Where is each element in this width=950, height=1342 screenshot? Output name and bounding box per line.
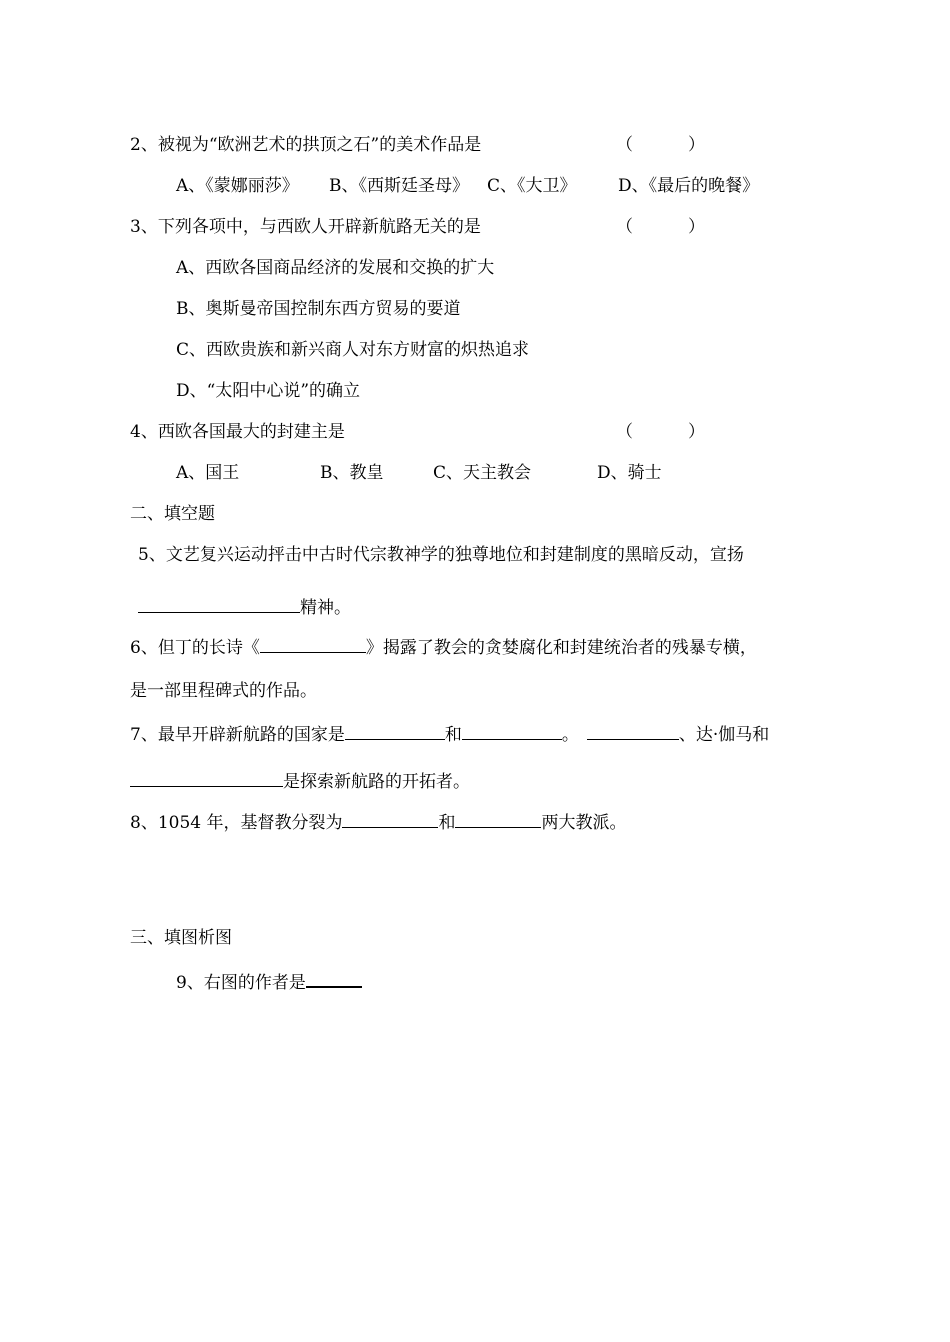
q5-line-1: 5、文艺复兴运动抨击中古时代宗教神学的独尊地位和封建制度的黑暗反动，宣扬 bbox=[138, 545, 744, 565]
q7-answer-blank-4[interactable] bbox=[130, 768, 283, 787]
q7-line-2 bbox=[130, 768, 470, 793]
q3-stem: 3、下列各项中，与西欧人开辟新航路无关的是 bbox=[130, 217, 481, 237]
q2-paren-open: （ bbox=[616, 135, 633, 155]
q7-line-1-period: 。 bbox=[561, 725, 579, 745]
q9-line bbox=[176, 968, 362, 994]
q4-option-c: C、天主教会 bbox=[433, 463, 532, 483]
q6-line-1-head: 6、但丁的长诗《 bbox=[130, 638, 260, 658]
q7-answer-blank-3[interactable] bbox=[587, 721, 679, 740]
q5-answer-blank[interactable] bbox=[138, 594, 300, 613]
q7-line-2-tail: 是探索新航路的开拓者。 bbox=[283, 772, 470, 792]
q7-line-1-head: 7、最早开辟新航路的国家是 bbox=[130, 725, 345, 745]
q2-option-b: B、《西斯廷圣母》 bbox=[329, 176, 469, 196]
q3-option-b: B、奥斯曼帝国控制东西方贸易的要道 bbox=[176, 299, 461, 319]
q2-option-a: A、《蒙娜丽莎》 bbox=[176, 176, 299, 196]
q2-option-d: D、《最后的晚餐》 bbox=[618, 176, 760, 196]
q2-stem: 2、被视为“欧洲艺术的拱顶之石”的美术作品是 bbox=[130, 135, 482, 155]
q3-paren-open: （ bbox=[616, 217, 633, 237]
q7-line-1-and: 和 bbox=[444, 725, 462, 745]
q4-option-a: A、国王 bbox=[176, 463, 240, 483]
q6-line-1 bbox=[130, 634, 757, 659]
q8-answer-blank-1[interactable] bbox=[342, 809, 438, 828]
q4-option-b: B、教皇 bbox=[320, 463, 384, 483]
q8-head: 8、1054 年，基督教分裂为 bbox=[130, 813, 343, 833]
q7-line-1 bbox=[130, 721, 769, 746]
q8-tail: 两大教派。 bbox=[541, 813, 627, 833]
section-2-title: 二、填空题 bbox=[130, 504, 215, 524]
q5-line-2 bbox=[138, 594, 351, 619]
q6-line-1-tail: 》揭露了教会的贪婪腐化和封建统治者的残暴专横， bbox=[365, 638, 757, 658]
q2-option-c: C、《大卫》 bbox=[487, 176, 577, 196]
q2-paren-close: ） bbox=[688, 135, 705, 155]
q7-line-1-tail: 、达·伽马和 bbox=[678, 725, 770, 745]
q4-paren-open: （ bbox=[616, 422, 633, 442]
q3-paren-close: ） bbox=[688, 217, 705, 237]
q4-option-d: D、骑士 bbox=[597, 463, 662, 483]
q8-and: 和 bbox=[438, 813, 456, 833]
q3-option-c: C、西欧贵族和新兴商人对东方财富的炽热追求 bbox=[176, 340, 530, 360]
q3-option-d: D、“太阳中心说”的确立 bbox=[176, 381, 361, 401]
q4-stem: 4、西欧各国最大的封建主是 bbox=[130, 422, 345, 442]
q8-answer-blank-2[interactable] bbox=[455, 809, 541, 828]
q9-answer-blank[interactable] bbox=[306, 968, 362, 988]
q4-paren-close: ） bbox=[688, 422, 705, 442]
q6-line-2: 是一部里程碑式的作品。 bbox=[130, 681, 317, 701]
q6-answer-blank[interactable] bbox=[260, 634, 366, 653]
q9-stem: 9、右图的作者是 bbox=[176, 973, 306, 993]
section-3-title: 三、填图析图 bbox=[130, 928, 232, 948]
q5-line-2-tail: 精神。 bbox=[300, 598, 351, 618]
q7-answer-blank-2[interactable] bbox=[462, 721, 562, 740]
q7-answer-blank-1[interactable] bbox=[345, 721, 445, 740]
q3-option-a: A、西欧各国商品经济的发展和交换的扩大 bbox=[176, 258, 495, 278]
q8-line bbox=[130, 809, 626, 834]
